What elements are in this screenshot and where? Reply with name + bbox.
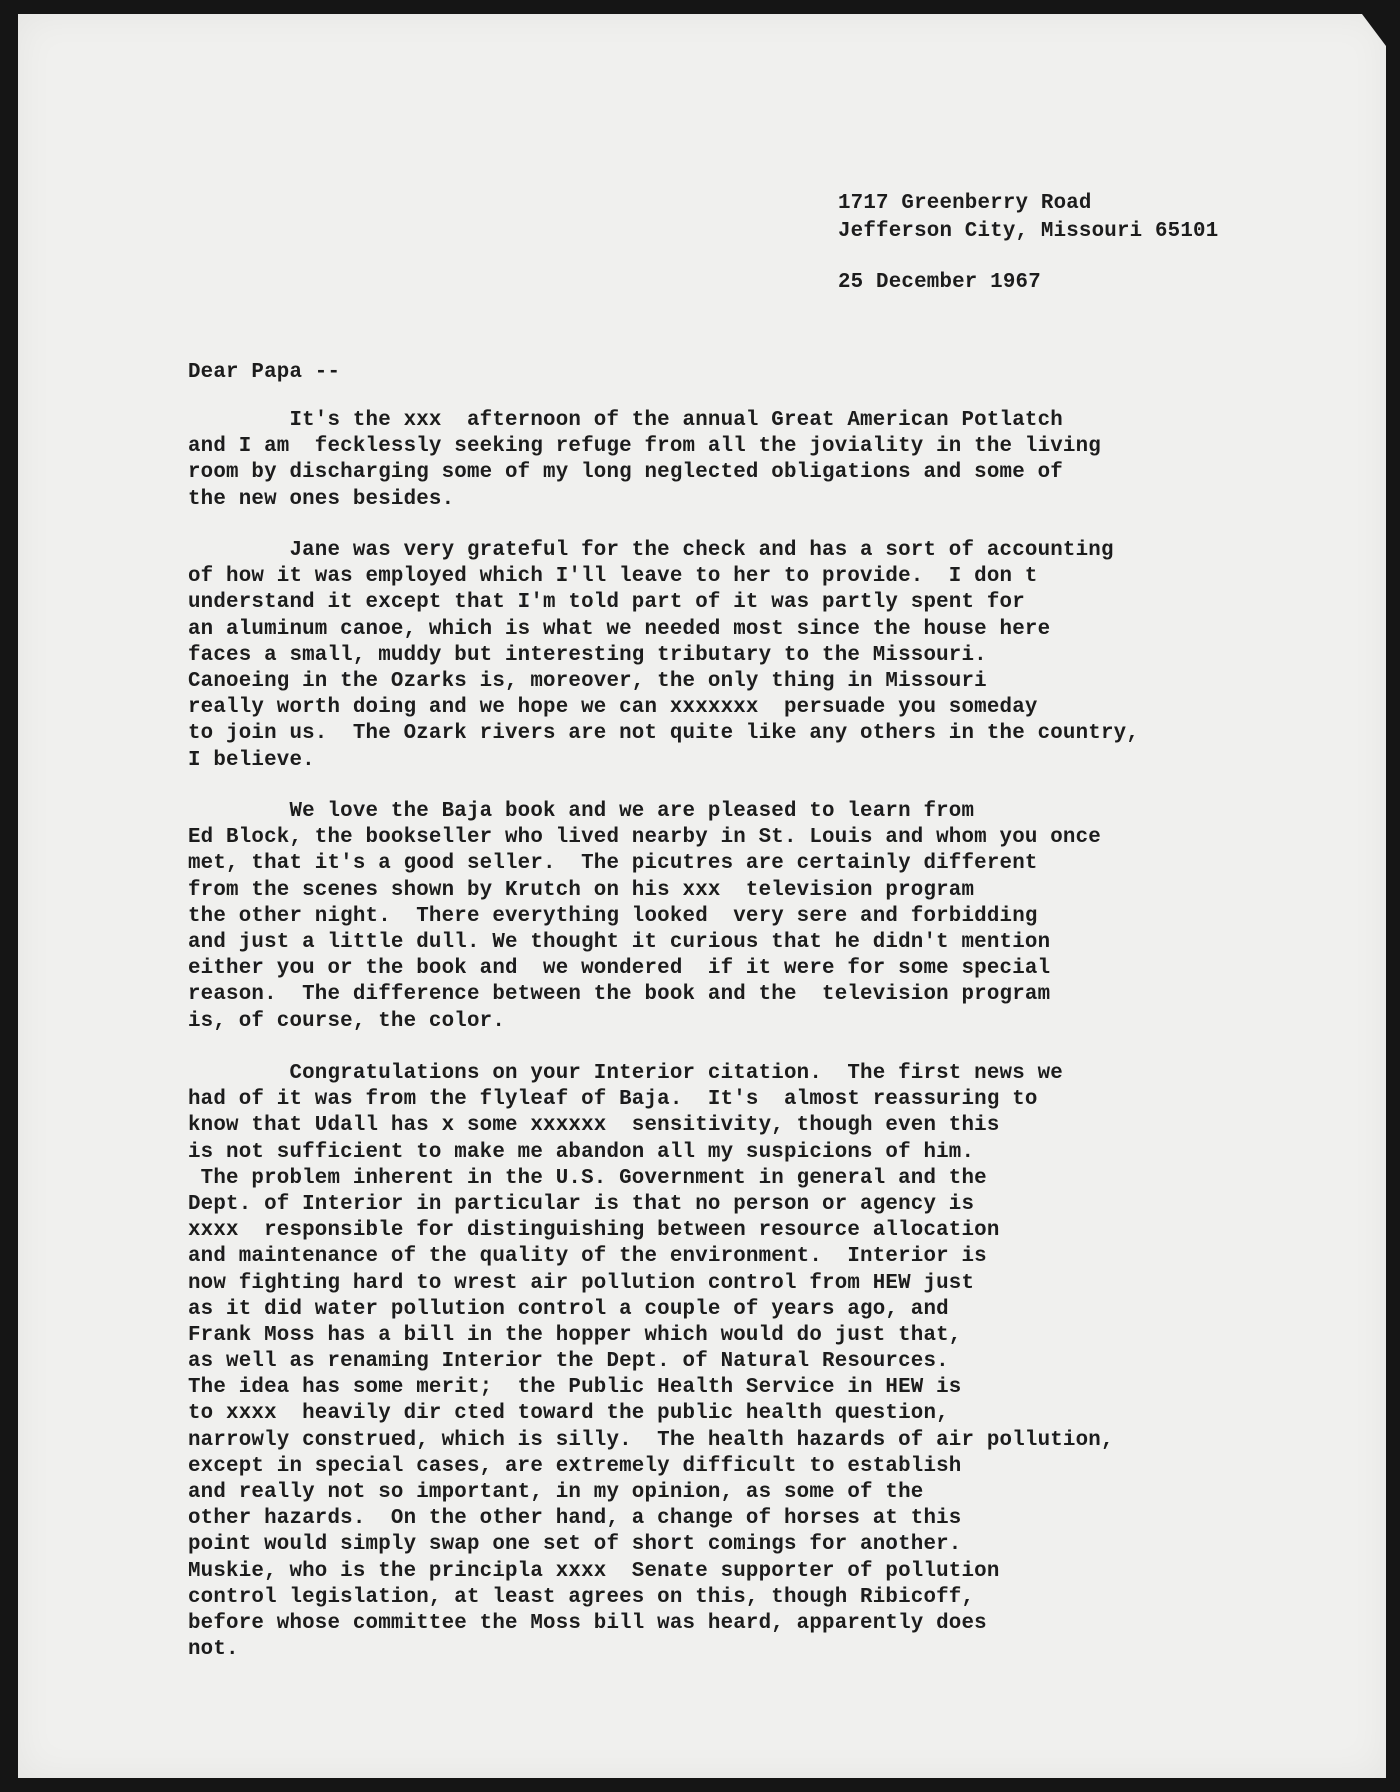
- paragraph-line: and I am fecklessly seeking refuge from all the joviality in the living: [188, 435, 1101, 459]
- paragraph-line: and maintenance of the quality of the environment. Interior is: [188, 1245, 987, 1269]
- paragraph-4: [188, 1061, 1114, 1663]
- paragraph-line: to join us. The Ozark rivers are not quite like any others in the country,: [188, 722, 1140, 746]
- paragraph-line: is not sufficient to make me abandon all my suspicions of him.: [188, 1140, 975, 1164]
- paragraph-line: We love the Baja book and we are pleased to learn from: [188, 800, 975, 823]
- paragraph-line: faces a small, muddy but interesting tributary to the Missouri.: [188, 643, 987, 667]
- paragraph-line: and really not so important, in my opinion, as some of the: [188, 1481, 924, 1504]
- paragraph-line: Congratulations on your Interior citation. The first news we: [188, 1062, 1063, 1085]
- paragraph-line: It's the xxx afternoon of the annual Great American Potlatch: [188, 409, 1063, 432]
- paragraph-line: I believe.: [188, 748, 315, 772]
- paragraph-line: to xxxx heavily dir cted toward the public health question,: [188, 1402, 949, 1426]
- paragraph-line: had of it was from the flyleaf of Baja. It's almost reassuring to: [188, 1088, 1038, 1112]
- paragraph-line: Jane was very grateful for the check and has a sort of accounting: [188, 539, 1114, 562]
- paragraph-line: really worth doing and we hope we can xxxxxxx persuade you someday: [188, 696, 1038, 720]
- paragraph-line: the new ones besides.: [188, 487, 455, 511]
- paragraph-line: as it did water pollution control a couple of years ago, and: [188, 1297, 949, 1321]
- paragraph-line: The idea has some merit; the Public Health Service in HEW is: [188, 1376, 962, 1400]
- paragraph-line: as well as renaming Interior the Dept. of Natural Resources.: [188, 1350, 949, 1374]
- paragraph-line: from the scenes shown by Krutch on his xxx television program: [188, 878, 975, 902]
- address-line-1: 1717 Greenberry Road: [838, 192, 1092, 215]
- paragraph-line: Canoeing in the Ozarks is, moreover, the only thing in Missouri: [188, 669, 987, 693]
- paragraph-line: not.: [188, 1638, 239, 1662]
- letter-page: [18, 14, 1386, 1778]
- paragraph-line: except in special cases, are extremely difficult to establish: [188, 1454, 962, 1478]
- paragraph-3: [188, 799, 1101, 1035]
- paragraph-2: [188, 538, 1139, 774]
- paragraph-line: xxxx responsible for distinguishing between resource allocation: [188, 1219, 1000, 1243]
- folded-corner: [1362, 14, 1386, 46]
- letter-date: 25 December 1967: [838, 271, 1041, 294]
- paragraph-line: Dept. of Interior in particular is that no person or agency is: [188, 1192, 975, 1216]
- paragraph-line: of how it was employed which I'll leave to her to provide. I don t: [188, 565, 1038, 589]
- paragraph-line: Ed Block, the bookseller who lived nearby in St. Louis and whom you once: [188, 826, 1101, 850]
- paragraph-line: now fighting hard to wrest air pollution control from HEW just: [188, 1271, 975, 1295]
- paragraph-line: control legislation, at least agrees on this, though Ribicoff,: [188, 1585, 975, 1609]
- paragraph-line: met, that it's a good seller. The picutres are certainly different: [188, 852, 1038, 876]
- paragraph-line: the other night. There everything looked very sere and forbidding: [188, 904, 1038, 928]
- salutation: Dear Papa --: [188, 361, 341, 384]
- paragraph-line: an aluminum canoe, which is what we needed most since the house here: [188, 617, 1051, 641]
- paragraph-1: [188, 408, 1101, 513]
- paragraph-line: narrowly construed, which is silly. The health hazards of air pollution,: [188, 1428, 1114, 1452]
- paragraph-line: before whose committee the Moss bill was heard, apparently does: [188, 1611, 987, 1635]
- sender-address: [838, 190, 1218, 246]
- paragraph-line: room by discharging some of my long neglected obligations and some of: [188, 461, 1063, 485]
- paragraph-line: Frank Moss has a bill in the hopper which would do just that,: [188, 1323, 962, 1347]
- paragraph-line: Muskie, who is the principla xxxx Senate supporter of pollution: [188, 1559, 1000, 1583]
- paragraph-line: and just a little dull. We thought it curious that he didn't mention: [188, 930, 1051, 954]
- address-line-2: Jefferson City, Missouri 65101: [838, 220, 1219, 243]
- paragraph-line: understand it except that I'm told part of it was partly spent for: [188, 591, 1025, 615]
- paragraph-line: is, of course, the color.: [188, 1009, 506, 1033]
- paragraph-line: other hazards. On the other hand, a change of horses at this: [188, 1507, 962, 1531]
- paragraph-line: The problem inherent in the U.S. Government in general and the: [188, 1166, 987, 1190]
- paragraph-line: reason. The difference between the book and the television program: [188, 983, 1051, 1007]
- paragraph-line: know that Udall has x some xxxxxx sensitivity, though even this: [188, 1114, 1000, 1138]
- paragraph-line: point would simply swap one set of short comings for another.: [188, 1533, 962, 1557]
- paragraph-line: either you or the book and we wondered if it were for some special: [188, 957, 1051, 981]
